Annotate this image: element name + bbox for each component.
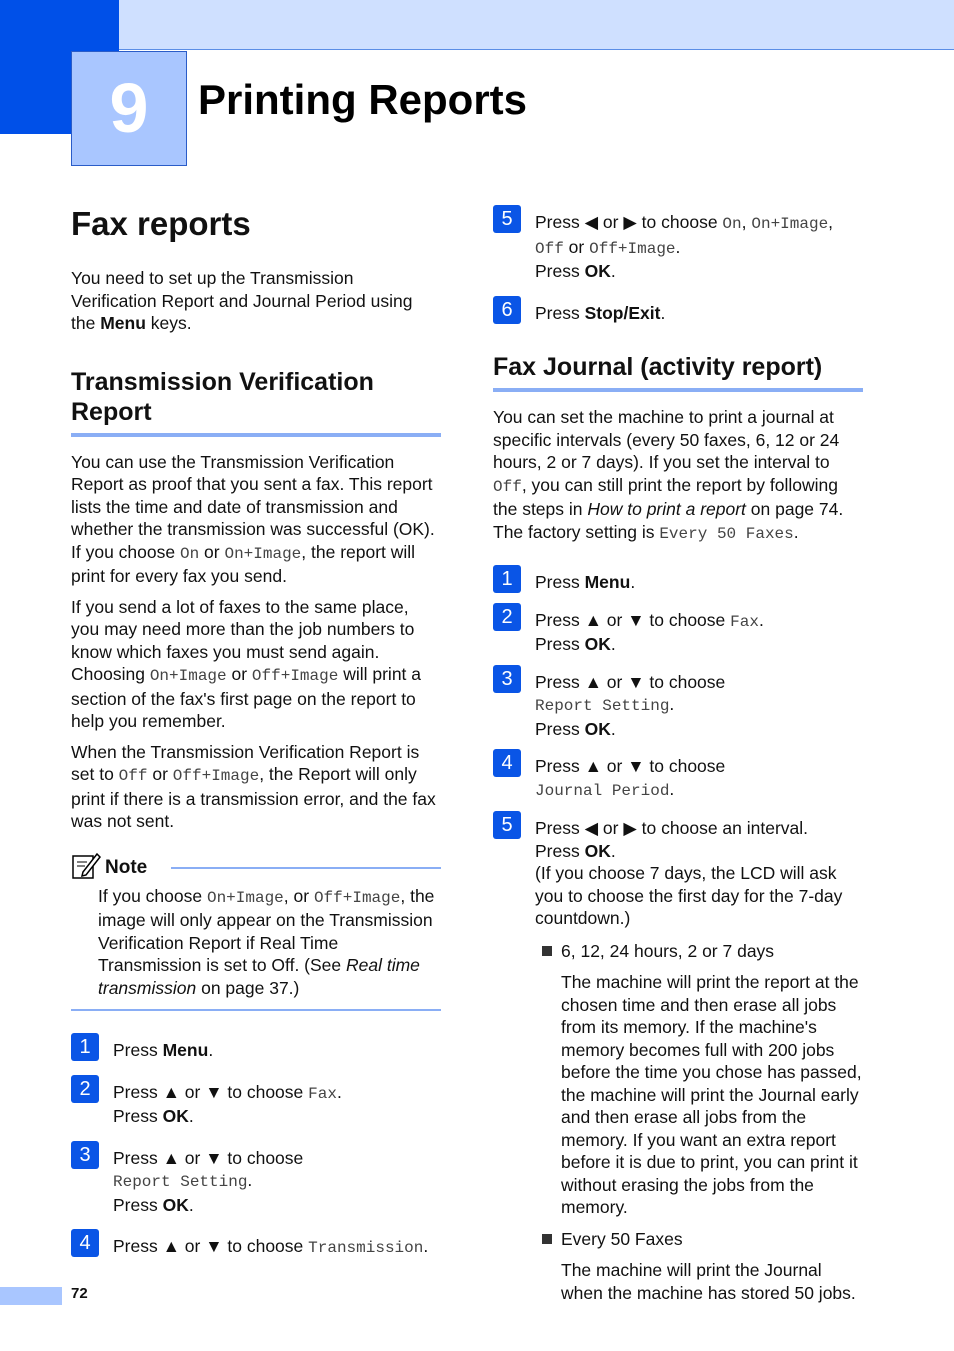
step-item: 2 Press ▲ or ▼ to choose Fax. Press OK. <box>493 609 863 656</box>
step-number-badge: 4 <box>493 749 521 777</box>
right-column <box>493 205 863 1304</box>
step-number-badge: 2 <box>493 603 521 631</box>
bullet-square-icon <box>542 1234 552 1244</box>
step-item: 3 Press ▲ or ▼ to choose Report Setting. Press OK. <box>71 1147 441 1217</box>
paragraph-3: When the Transmission Verification Report is set to Off or Off+Image, the Report will only print if there is a transmission error, and the fax was not sent. <box>71 741 436 831</box>
section-title: Fax reports <box>71 205 251 242</box>
step-number-badge: 4 <box>71 1229 99 1257</box>
paragraph-1: You can use the Transmission Verification Report as proof that you sent a fax. This report lists the time and date of transmission and whether the transmission was successful (OK). If you choose On or On+Image, the report will print for every fax you send. <box>71 451 435 586</box>
left-steps-list <box>71 1036 441 1260</box>
step-number-badge: 1 <box>493 565 521 593</box>
bullet-square-icon <box>542 946 552 956</box>
right-steps-top <box>493 208 863 324</box>
chapter-title: Printing Reports <box>198 76 528 123</box>
page-number: 72 <box>71 1285 88 1302</box>
page-tab <box>0 1287 62 1305</box>
note-label: Note <box>105 856 148 878</box>
journal-paragraph: You can set the machine to print a journal at specific intervals (every 50 faxes, 6, 12 or 24 hours, 2 or 7 days). If you set the interval to Off, you can still print the report by following the steps in How to print a report on page 74. The factory setting is Every 50 Faxes. <box>493 407 844 543</box>
step-number-badge: 3 <box>493 665 521 693</box>
step-number-badge: 5 <box>493 811 521 839</box>
step-item: 1 Press Menu. <box>493 571 863 594</box>
note-divider <box>171 867 441 869</box>
step-item: 5 Press ◀ or ▶ to choose On, On+Image, Off or Off+Image. Press OK. <box>493 211 863 283</box>
step-number-badge: 3 <box>71 1141 99 1169</box>
bullet-item: Every 50 Faxes <box>542 1228 863 1251</box>
bullet-description: The machine will print the Journal when the machine has stored 50 jobs. <box>561 1260 856 1303</box>
right-steps-list <box>493 568 863 930</box>
header-band <box>119 0 954 50</box>
step-item: 3 Press ▲ or ▼ to choose Report Setting. Press OK. <box>493 671 863 741</box>
bullet-item: 6, 12, 24 hours, 2 or 7 days <box>542 940 863 963</box>
chapter-number: 9 <box>71 51 187 166</box>
step-item: 5 Press ◀ or ▶ to choose an interval. Press OK. (If you choose 7 days, the LCD will ask you to choose the first day for the 7-day countdown.) <box>493 817 863 930</box>
step-item: 4 Press ▲ or ▼ to choose Journal Period. <box>493 755 863 802</box>
step-number-badge: 5 <box>493 205 521 233</box>
note-text: If you choose On+Image, or Off+Image, the image will only appear on the Transmission Verification Report if Real Time Transmission is set to Off. (See Real time transmission on page 37.) <box>98 885 435 998</box>
note-box <box>71 851 441 1012</box>
paragraph-2: If you send a lot of faxes to the same place, you may need more than the job numbers to know which faxes you must send again. Choosing On+Image or Off+Image will print a section of the fax's first page on the report to help you remember. <box>71 596 422 731</box>
step-number-badge: 1 <box>71 1033 99 1061</box>
left-column <box>71 205 441 1260</box>
subsection-title-transmission: Transmission Verification Report <box>71 367 441 437</box>
intro-paragraph: You need to set up the Transmission Verification Report and Journal Period using the Menu keys. <box>71 268 413 333</box>
step-number-badge: 6 <box>493 296 521 324</box>
step-item: 4 Press ▲ or ▼ to choose Transmission. <box>71 1235 441 1260</box>
step-item: 6 Press Stop/Exit. <box>493 302 863 325</box>
bullet-description: The machine will print the report at the chosen time and then erase all jobs from its memory. If the machine's memory becomes full with 200 jobs before the time you chose has passed, the machine will print the Journal early and then erase all jobs from the memory. If you want an extra report before it is due to print, you can print it without erasing the jobs from the memory. <box>561 972 862 1217</box>
step-number-badge: 2 <box>71 1075 99 1103</box>
step-item: 1 Press Menu. <box>71 1039 441 1062</box>
step-item: 2 Press ▲ or ▼ to choose Fax. Press OK. <box>71 1081 441 1128</box>
note-pencil-icon <box>71 850 101 885</box>
subsection-title-fax-journal: Fax Journal (activity report) <box>493 352 863 392</box>
